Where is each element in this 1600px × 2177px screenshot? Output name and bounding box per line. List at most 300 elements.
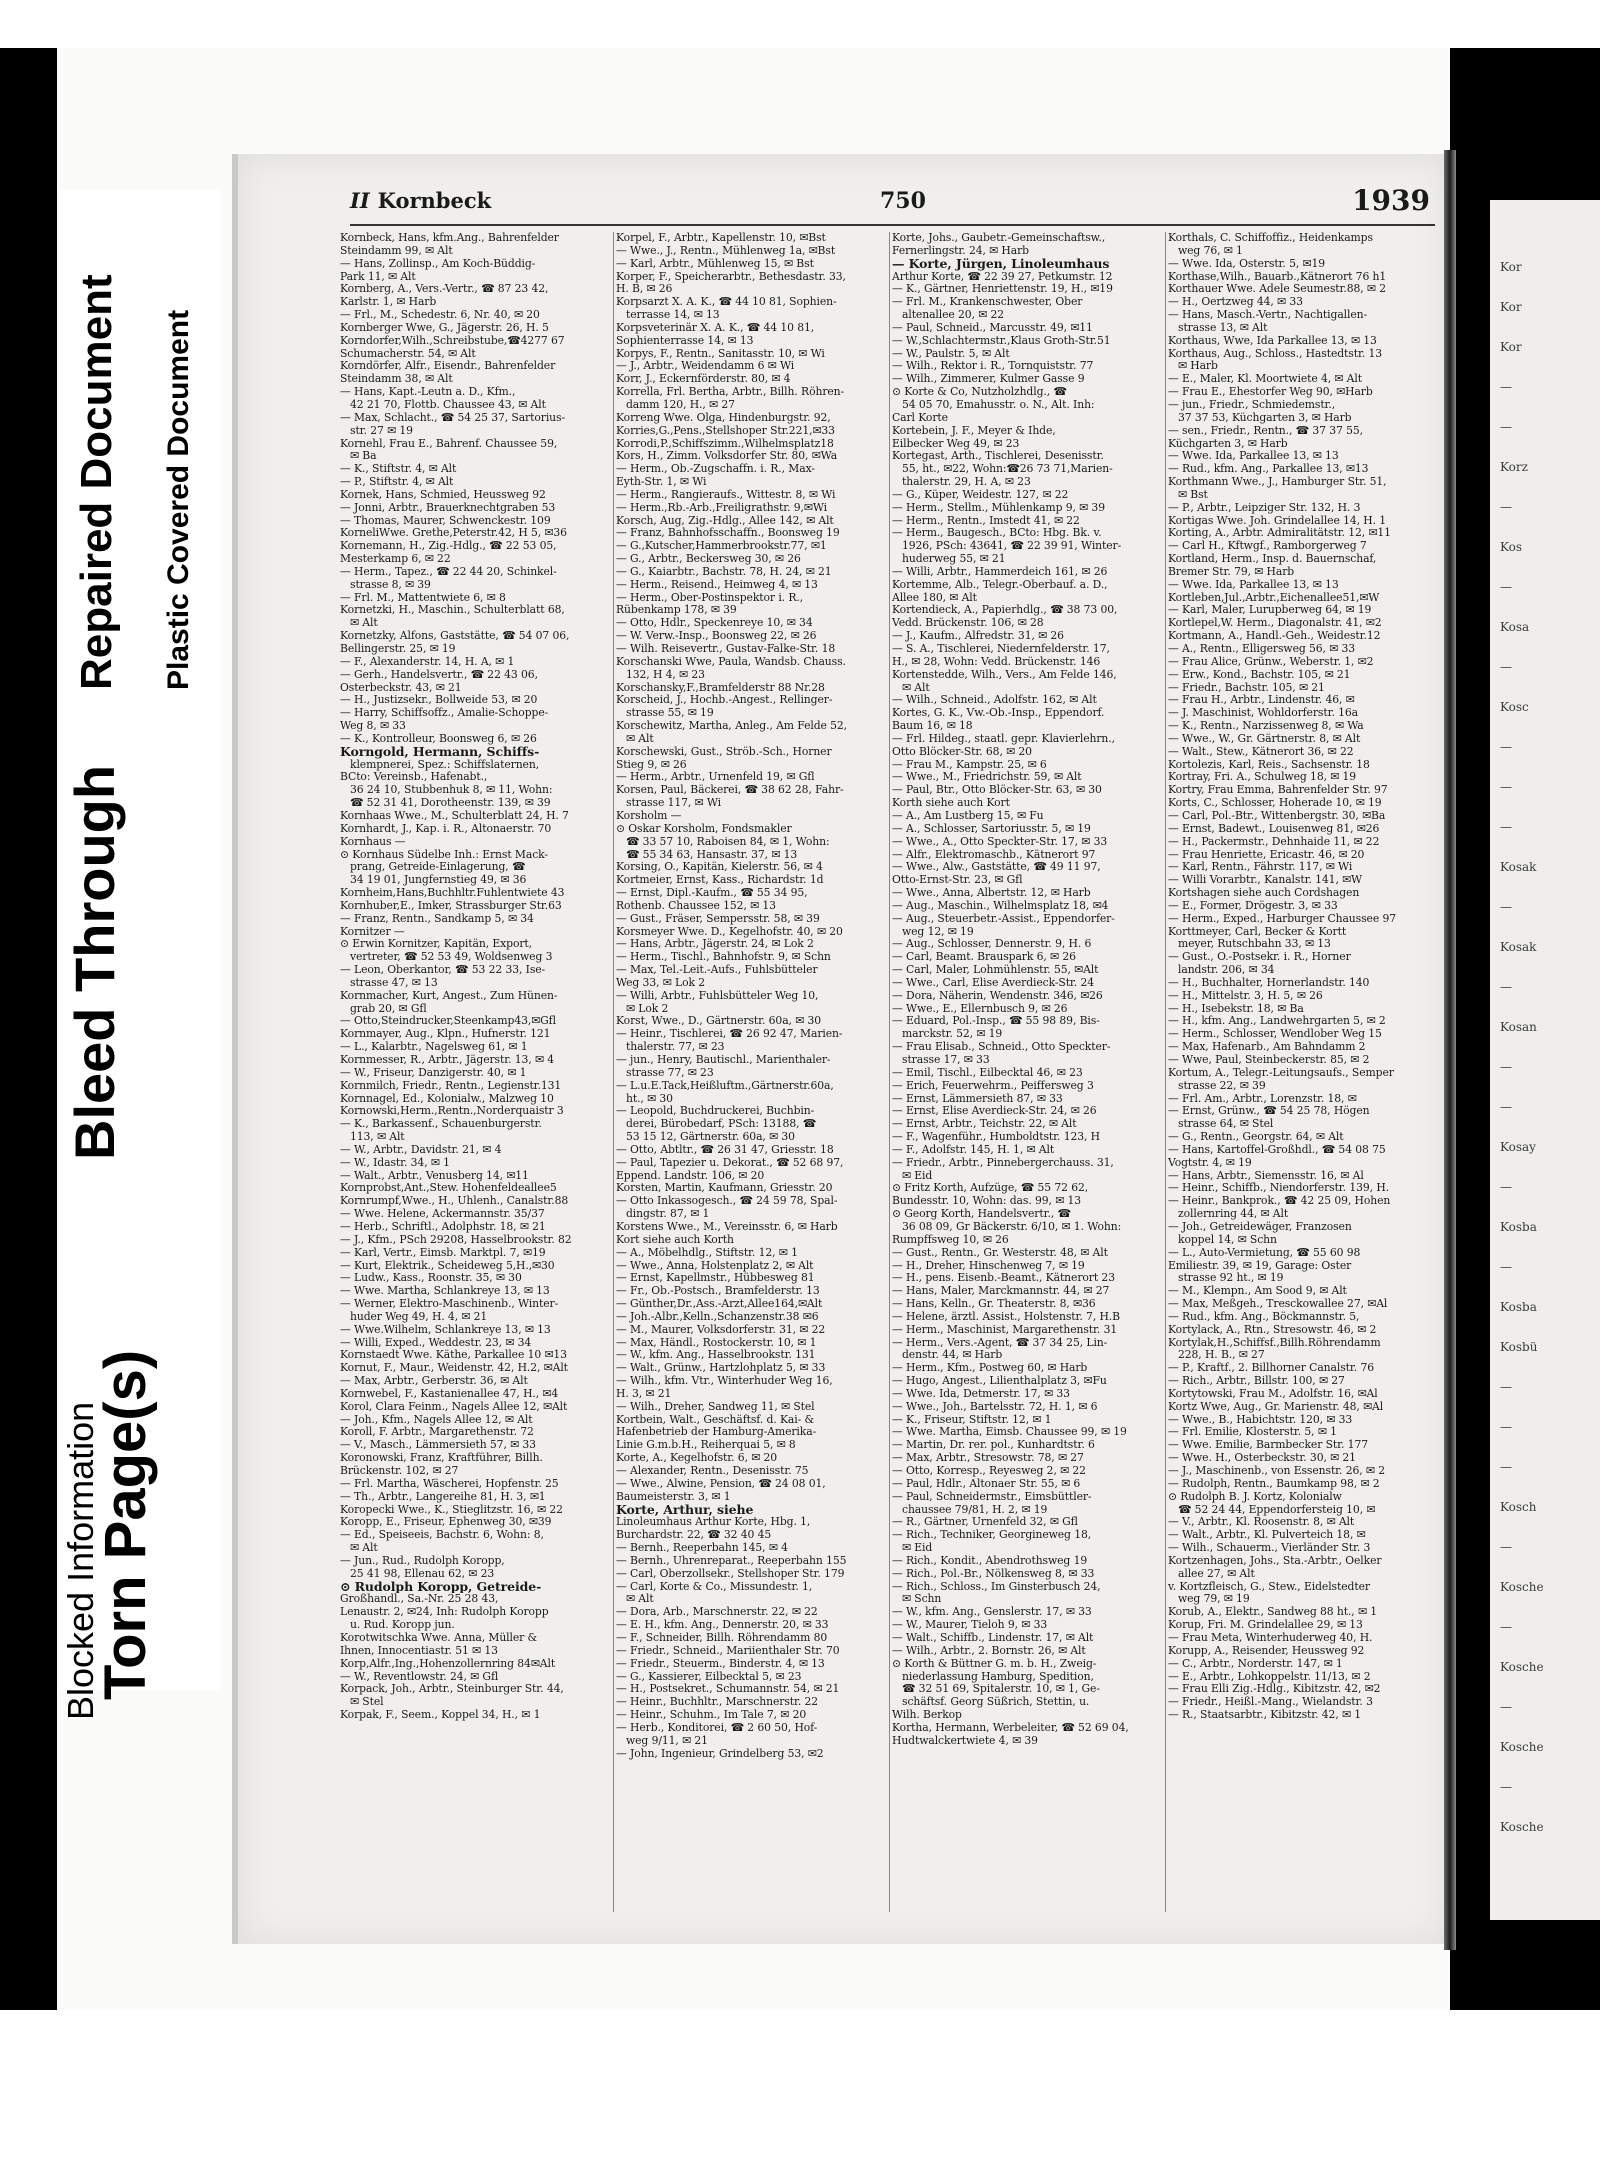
directory-entry-line: Korpak, F., Seem., Koppel 34, H., ✉ 1 — [340, 1709, 541, 1722]
directory-entry-line: — Max, Schlacht., ☎ 54 25 37, Sartorius- — [340, 411, 566, 424]
directory-entry-line: — Leopold, Buchdruckerei, Buchbin- — [616, 1105, 815, 1118]
directory-entry-line: — Kurt, Elektrik., Scheideweg 5,H.,✉30 — [340, 1259, 555, 1272]
directory-entry-line: strasse 92 ht., ✉ 19 — [1178, 1272, 1284, 1285]
directory-entry-line: — Wwe., J., Rentn., Mühlenweg 1a, ✉Bst — [616, 244, 836, 257]
directory-entry-line: — H., Oertzweg 44, ✉ 33 — [1168, 296, 1303, 309]
next-page-line: Kosche — [1500, 1820, 1544, 1834]
directory-entry-line: grab 20, ✉ Gfl — [350, 1002, 427, 1015]
directory-entry-line: — Walt., Schiffb., Lindenstr. 17, ✉ Alt — [892, 1631, 1094, 1644]
directory-entry-line: — Frau Elli Zig.-Hdlg., Kibitzstr. 42, ✉2 — [1168, 1683, 1381, 1696]
directory-entry-line: — Herm.,Rb.-Arb.,Freiligrathstr. 9,✉Wi — [616, 501, 827, 514]
directory-entry-line: Kortigas Wwe. Joh. Grindelallee 14, H. 1 — [1168, 514, 1387, 527]
label-torn-pages: Torn Page(s) — [93, 1349, 158, 1700]
directory-entry-line: — Herm., Schlosser, Wendlober Weg 15 — [1168, 1028, 1382, 1041]
directory-entry-line: Korte, Arthur, siehe — [616, 1503, 754, 1517]
directory-entry-line: — Alfr., Elektromaschb., Kätnerort 97 — [892, 848, 1096, 861]
directory-entry-line: — Ed., Speiseeis, Bachstr. 6, Wohn: 8, — [340, 1529, 544, 1542]
directory-entry-line: ✉ Lok 2 — [626, 1002, 669, 1015]
directory-entry-line: Bremer Str. 79, ✉ Harb — [1168, 565, 1295, 578]
directory-entry-line: — A., Rentn., Elligersweg 56, ✉ 33 — [1168, 643, 1356, 655]
directory-entry-line: Korrella, Frl. Bertha, Arbtr., Billh. Röhren- — [616, 386, 845, 399]
directory-entry-line: Kortland, Herm., Insp. d. Bauernschaf, — [1168, 553, 1377, 566]
directory-entry-line: Hafenbetrieb der Hamburg-Amerika- — [616, 1426, 817, 1439]
directory-entry-line: — Willi Vorarbtr., Kanalstr. 141, ✉W — [1168, 874, 1363, 887]
directory-entry-line: — Hans, Masch.-Vertr., Nachtigallen- — [1168, 309, 1368, 322]
directory-entry-line: — F., Alexanderstr. 14, H. A, ✉ 1 — [340, 655, 515, 668]
directory-entry-line: — Herm., Tapez., ☎ 22 44 20, Schinkel- — [340, 565, 557, 578]
directory-entry-line: — Max, Händl., Rostockerstr. 10, ✉ 1 — [616, 1336, 817, 1349]
directory-entry-line: Kornek, Hans, Schmied, Heussweg 92 — [340, 488, 546, 501]
directory-entry-line: — Gust., O.-Postsekr. i. R., Horner — [1168, 951, 1351, 964]
directory-entry-line: 54 05 70, Emahusstr. o. N., Alt. Inh: — [902, 398, 1095, 411]
directory-entry-line: ✉ Alt — [350, 617, 378, 630]
directory-entry-line: Baum 16, ✉ 18 — [892, 720, 973, 733]
directory-entry-line: — L., Kalarbtr., Nagelsweg 61, ✉ 1 — [340, 1041, 528, 1054]
next-page-line: — — [1500, 1780, 1512, 1794]
next-page-line: Korz — [1500, 460, 1528, 474]
directory-entry-line: — Hans, Maler, Marckmannstr. 44, ✉ 27 — [892, 1285, 1110, 1298]
directory-entry-line: — Friedr., Heißl.-Mang., Wielandstr. 3 — [1168, 1696, 1373, 1709]
directory-entry-line: — Frau Meta, Winterhuderweg 40, H. — [1168, 1631, 1373, 1644]
directory-entry-line: — Ernst, Badewt., Louisenweg 81, ✉26 — [1168, 822, 1380, 835]
directory-entry-line: — John, Ingenieur, Grindelberg 53, ✉2 — [616, 1747, 824, 1760]
directory-entry-line: Kortolezis, Karl, Reis., Sachsenstr. 18 — [1168, 758, 1370, 771]
directory-entry-line: — Heinr., Buchhltr., Marschnerstr. 22 — [616, 1696, 819, 1709]
directory-entry-line: — Hans, Kapt.-Leutn a. D., Kfm., — [340, 386, 516, 399]
directory-entry-line: allee 27, ✉ Alt — [1178, 1567, 1255, 1580]
header-year: 1939 — [1352, 184, 1430, 217]
next-page-line: Kosak — [1500, 860, 1537, 874]
directory-entry-line: — V., Masch., Lämmersieth 57, ✉ 33 — [340, 1439, 536, 1452]
directory-entry-line: — Wwe. Ida, Detmerstr. 17, ✉ 33 — [892, 1387, 1070, 1400]
directory-entry-line: Weg 8, ✉ 33 — [340, 720, 406, 733]
directory-entry-line: Kortegast, Arth., Tischlerei, Desenisstr. — [892, 450, 1104, 463]
directory-entry-line: — Wwe. Ida, Osterstr. 5, ✉19 — [1168, 257, 1326, 270]
directory-entry-line: weg 9/11, ✉ 21 — [626, 1734, 708, 1747]
directory-entry-line: 25 41 98, Ellenau 62, ✉ 23 — [350, 1567, 495, 1580]
directory-entry-line: Kortha, Hermann, Werbeleiter, ☎ 52 69 04, — [892, 1721, 1129, 1734]
directory-entry-line: Korsing, O., Kapitän, Kielerstr. 56, ✉ 4 — [616, 861, 823, 874]
directory-entry-line: thalerstr. 77, ✉ 23 — [626, 1041, 725, 1054]
directory-entry-line: Korndorfer,Wilh.,Schreibstube,☎4277 67 — [340, 334, 565, 347]
directory-entry-line: Kortmeier, Ernst, Kass., Richardstr. 1d — [616, 874, 824, 887]
directory-entry-line: 113, ✉ Alt — [350, 1131, 405, 1144]
next-page-line: — — [1500, 820, 1512, 834]
directory-entry-line: ht., ✉ 30 — [626, 1092, 673, 1105]
directory-entry-line: — Max, Arbtr., Gerberstr. 36, ✉ Alt — [340, 1375, 528, 1388]
directory-entry-line: — E., Arbtr., Lohkoppelstr. 11/13, ✉ 2 — [1168, 1670, 1371, 1683]
next-page-line: Kosan — [1500, 1020, 1537, 1034]
directory-entry-line: — W., Friseur, Danzigerstr. 40, ✉ 1 — [340, 1066, 527, 1079]
directory-entry-line: — Fr., Ob.-Postsch., Bramfelderstr. 13 — [616, 1285, 820, 1298]
directory-entry-line: — Emil, Tischl., Eilbecktal 46, ✉ 23 — [892, 1066, 1083, 1079]
next-page-line: — — [1500, 780, 1512, 794]
directory-entry-line: Kortemme, Alb., Telegr.-Oberbauf. a. D., — [892, 578, 1108, 591]
directory-entry-line: derei, Bürobedarf, PSch: 13188, ☎ — [626, 1118, 817, 1131]
directory-entry-line: Korsten, Martin, Kaufmann, Griesstr. 20 — [616, 1182, 833, 1195]
directory-entry-line: Kornrumpf,Wwe., H., Uhlenh., Canalstr.88 — [340, 1195, 569, 1208]
directory-entry-line: — Hans, Arbtr., Siemensstr. 16, ✉ Al — [1168, 1169, 1364, 1182]
directory-entry-line: — Aug., Schlosser, Dennerstr. 9, H. 6 — [892, 938, 1092, 951]
directory-entry-line: — Hans, Zollinsp., Am Koch-Büddig- — [340, 257, 536, 270]
directory-entry-line: strasse 47, ✉ 13 — [350, 976, 438, 989]
directory-entry-line: Korpys, F., Rentn., Sanitasstr. 10, ✉ Wi — [616, 347, 825, 360]
directory-entry-line: Kortenstedde, Wilh., Vers., Am Felde 146, — [892, 668, 1117, 681]
next-page-line: Kosay — [1500, 1140, 1536, 1154]
directory-entry-line: — C., Arbtr., Norderstr. 147, ✉ 1 — [1168, 1657, 1343, 1670]
directory-entry-line: — Frau Henriette, Ericastr. 46, ✉ 20 — [1168, 848, 1365, 861]
directory-entry-line: — Frau H., Arbtr., Lindenstr. 46, ✉ — [1168, 694, 1355, 707]
directory-entry-line: Korschewski, Gust., Ströb.-Sch., Horner — [616, 745, 832, 758]
directory-entry-line: — J., Maschinenb., von Essenstr. 26, ✉ 2 — [1168, 1465, 1385, 1477]
directory-entry-line: — Wwe. H., Osterbeckstr. 30, ✉ 21 — [1168, 1452, 1356, 1465]
next-page-line: — — [1500, 980, 1512, 994]
directory-entry-line: Wilh. Berkop — [892, 1709, 962, 1722]
directory-entry-line: — Bernh., Reeperbahn 145, ✉ 4 — [616, 1542, 788, 1555]
next-page-line: — — [1500, 1620, 1512, 1634]
directory-entry-line: — Heinr., Schiffb., Niendorferstr. 139, H. — [1168, 1182, 1389, 1195]
directory-entry-line: — Wwe. Helene, Ackermannstr. 35/37 — [340, 1208, 545, 1221]
directory-entry-line: Korts, C., Schlosser, Hoherade 10, ✉ 19 — [1168, 797, 1382, 810]
directory-entry-line: 55, ht., ✉22, Wohn:☎26 73 71,Marien- — [902, 463, 1113, 476]
directory-entry-line: — K., Kontrolleur, Boonsweg 6, ✉ 26 — [340, 732, 537, 745]
directory-entry-line: — Jonni, Arbtr., Brauerknechtgraben 53 — [340, 501, 556, 514]
directory-entry-line: Rübenkamp 178, ✉ 39 — [616, 604, 737, 617]
directory-entry-line: Emiliestr. 39, ✉ 19, Garage: Oster — [1168, 1259, 1352, 1272]
directory-entry-line: Kortmann, A., Handl.-Geh., Weidestr.12 — [1168, 630, 1381, 643]
directory-entry-line: Korthaus, Aug., Schloss., Hastedtstr. 13 — [1168, 347, 1383, 360]
directory-entry-line: thalerstr. 29, H. A, ✉ 23 — [902, 476, 1031, 489]
directory-columns — [338, 232, 1438, 1922]
directory-entry-line: Kornitzer — — [340, 925, 405, 938]
directory-entry-line: Hudtwalckertwiete 4, ✉ 39 — [892, 1734, 1038, 1747]
directory-entry-line: koppel 14, ✉ Schn — [1178, 1233, 1277, 1246]
directory-entry-line: — Rich., Arbtr., Billstr. 100, ✉ 27 — [1168, 1375, 1345, 1388]
directory-entry-line: strasse 64, ✉ Stel — [1178, 1118, 1274, 1131]
directory-entry-line: — Heinr., Bankprok., ☎ 42 25 09, Hohen — [1168, 1195, 1391, 1208]
directory-entry-line: — Dora, Arb., Marschnerstr. 22, ✉ 22 — [616, 1606, 818, 1619]
directory-entry-line: — Korte, Jürgen, Linoleumhaus — [892, 257, 1110, 271]
directory-entry-line: — Ernst, Elise Averdieck-Str. 24, ✉ 26 — [892, 1105, 1097, 1118]
directory-entry-line: — Frau E., Ehestorfer Weg 90, ✉Harb — [1168, 386, 1373, 399]
next-page-line: Kosc — [1500, 700, 1529, 714]
directory-entry-line: Kortebein, J. F., Meyer & Ihde, — [892, 424, 1056, 437]
header-keyword: Kornbeck — [377, 188, 492, 213]
page-header — [350, 182, 1440, 222]
directory-entry-line: — Paul, Schneid., Marcusstr. 49, ✉11 — [892, 321, 1093, 334]
directory-entry-line: — Wilh., Schauerm., Vierländer Str. 3 — [1168, 1542, 1371, 1555]
header-left — [350, 188, 491, 213]
directory-entry-line: — Frl. Hildeg., staatl. gepr. Klavierlehrn., — [892, 732, 1115, 745]
next-page-line: — — [1500, 900, 1512, 914]
directory-entry-line: dingstr. 87, ✉ 1 — [626, 1208, 710, 1221]
next-page-line: Kosbü — [1500, 1340, 1538, 1354]
directory-entry-line: — Wwe, Paul, Steinbeckerstr. 85, ✉ 2 — [1168, 1054, 1370, 1066]
directory-entry-line: — Carl, Beamt. Brauspark 6, ✉ 26 — [892, 951, 1076, 964]
directory-entry-line: ⊙ Fritz Korth, Aufzüge, ☎ 55 72 62, — [892, 1182, 1089, 1195]
next-page-line: Kosak — [1500, 940, 1537, 954]
directory-entry-line: Korpel, F., Arbtr., Kapellenstr. 10, ✉Bst — [616, 232, 826, 244]
next-page-line: — — [1500, 380, 1512, 394]
directory-entry-line: — W., Idastr. 34, ✉ 1 — [340, 1156, 450, 1169]
directory-entry-line: weg 12, ✉ 19 — [902, 925, 974, 938]
directory-entry-line: — Leon, Oberkantor, ☎ 53 22 33, Ise- — [340, 964, 546, 977]
directory-entry-line: — Paul, Hdlr., Altonaer Str. 55, ✉ 6 — [892, 1477, 1081, 1490]
next-page-line: Kosba — [1500, 1300, 1537, 1314]
directory-entry-line: Koropecki Wwe., K., Stieglitzstr. 16, ✉ 22 — [340, 1503, 563, 1516]
directory-entry-line: Brückenstr. 102, ✉ 27 — [340, 1465, 459, 1477]
directory-entry-line: — M., Klempn., Am Sood 9, ✉ Alt — [1168, 1285, 1347, 1298]
directory-entry-line: strasse 8, ✉ 39 — [350, 578, 431, 591]
directory-entry-line: — Heinr., Tischlerei, ☎ 26 92 47, Marien- — [616, 1028, 843, 1041]
directory-entry-line: — Otto,Steindrucker,Steenkamp43,✉Gfl — [340, 1015, 556, 1028]
directory-entry-line: — W.,Schlachtermstr.,Klaus Groth-Str.51 — [892, 334, 1111, 347]
directory-entry-line: — Herm., Rentn., Imstedt 41, ✉ 22 — [892, 514, 1080, 527]
directory-entry-line: — Wilh., Zimmerer, Kulmer Gasse 9 — [892, 373, 1085, 386]
directory-entry-line: Lenaustr. 2, ✉24, Inh: Rudolph Koropp — [340, 1606, 549, 1619]
next-page-line: — — [1500, 1180, 1512, 1194]
directory-entry-line: — jun., Friedr., Schmiedemstr., — [1168, 398, 1336, 411]
directory-entry-line: ✉ Alt — [350, 1542, 378, 1555]
directory-entry-line: Korsholm — — [616, 809, 682, 822]
directory-entry-line: — Rud., kfm. Ang., Parkallee 13, ✉13 — [1168, 463, 1369, 476]
header-rule — [350, 224, 1435, 226]
directory-entry-line: — Otto, Hdlr., Speckenreye 10, ✉ 34 — [616, 617, 813, 630]
directory-entry-line: — Herm., Exped., Harburger Chaussee 97 — [1168, 912, 1396, 925]
directory-entry-line: Bundesstr. 10, Wohn: das. 99, ✉ 13 — [892, 1195, 1082, 1208]
directory-entry-line: Kornhaus — — [340, 835, 406, 848]
column-divider — [889, 232, 890, 1912]
directory-entry-line: strasse 22, ✉ 39 — [1178, 1079, 1266, 1092]
directory-entry-line: — Eduard, Pol.-Insp., ☎ 55 98 89, Bis- — [892, 1015, 1100, 1028]
directory-entry-line: — Carl, Pol.-Btr., Wittenbergstr. 30, ✉Ba — [1168, 809, 1386, 822]
directory-entry-line: huder Weg 49, H. 4, ✉ 21 — [350, 1310, 488, 1323]
directory-entry-line: klempnerei, Spez.: Schiffslaternen, — [350, 758, 540, 771]
directory-entry-line: Kortray, Fri. A., Schulweg 18, ✉ 19 — [1168, 771, 1357, 784]
directory-entry-line: — Th., Arbtr., Langereihe 81, H. 3, ✉1 — [340, 1490, 546, 1503]
directory-entry-line: — K., Friseur, Stiftstr. 12, ✉ 1 — [892, 1413, 1052, 1426]
directory-entry-line: — G., Küper, Weidestr. 127, ✉ 22 — [892, 488, 1069, 501]
directory-entry-line: — Erich, Feuerwehrm., Peiffersweg 3 — [892, 1079, 1094, 1092]
directory-entry-line: — Carl H., Kftwgf., Ramborgerweg 7 — [1168, 540, 1367, 553]
next-page-line: — — [1500, 1100, 1512, 1114]
directory-entry-line: Burchardstr. 22, ☎ 32 40 45 — [616, 1529, 772, 1542]
directory-entry-line: — Aug., Maschin., Wilhelmsplatz 18, ✉4 — [892, 899, 1109, 912]
directory-entry-line: ⊙ Georg Korth, Handelsvertr., ☎ — [892, 1208, 1071, 1221]
directory-entry-line: — Carl, Oberzollsekr., Stellshoper Str. 179 — [616, 1567, 845, 1580]
directory-entry-line: — Ernst, Arbtr., Teichstr. 22, ✉ Alt — [892, 1118, 1077, 1131]
directory-entry-line: — Wwe., M., Friedrichstr. 59, ✉ Alt — [892, 771, 1082, 784]
directory-entry-line: — Harry, Schiffsoffz., Amalie-Schoppe- — [340, 707, 549, 720]
next-page-line: Kor — [1500, 340, 1522, 354]
directory-entry-line: Korthase,Wilh., Bauarb.,Kätnerort 76 h1 — [1168, 270, 1387, 283]
directory-entry-line: — Wwe., W., Gr. Gärtnerstr. 8, ✉ Alt — [1168, 732, 1361, 745]
next-page-line: — — [1500, 1420, 1512, 1434]
directory-entry-line: Korotwitschka Wwe. Anna, Müller & — [340, 1631, 538, 1644]
directory-entry-line: — H., Buchhalter, Hornerlandstr. 140 — [1168, 976, 1370, 989]
directory-entry-line: — Frl. Martha, Wäscherei, Hopfenstr. 25 — [340, 1477, 559, 1490]
directory-entry-line: — L.u.E.Tack,Heißluftm.,Gärtnerstr.60a, — [616, 1079, 834, 1092]
directory-entry-line: Korup, Fri. M. Grindelallee 29, ✉ 13 — [1168, 1619, 1363, 1632]
directory-entry-line: — Hans, Arbtr., Jägerstr. 24, ✉ Lok 2 — [616, 938, 814, 951]
directory-entry-line: — V., Arbtr., Kl. Roosenstr. 8, ✉ Alt — [1168, 1516, 1355, 1529]
directory-entry-line: — Herm., Baugesch., BCto: Hbg. Bk. v. — [892, 527, 1102, 540]
directory-entry-line: — Herm., Ob.-Zugschaffn. i. R., Max- — [616, 463, 815, 476]
directory-entry-line: — Otto, Korresp., Reyesweg 2, ✉ 22 — [892, 1465, 1086, 1477]
directory-entry-line: Osterbeckstr. 43, ✉ 21 — [340, 681, 462, 694]
directory-entry-line: Kortendieck, A., Papierhdlg., ☎ 38 73 00, — [892, 604, 1118, 617]
directory-entry-line: huderweg 55, ✉ 21 — [902, 553, 1006, 566]
directory-entry-line: ☎ 52 24 44, Eppendorfersteig 10, ✉ — [1178, 1503, 1376, 1516]
directory-entry-line: — Rudolph, Rentn., Baumkamp 98, ✉ 2 — [1168, 1477, 1380, 1490]
directory-entry-line: Kortum, A., Telegr.-Leitungsaufs., Semper — [1168, 1066, 1394, 1079]
directory-entry-line: Korngold, Hermann, Schiffs- — [340, 745, 540, 759]
directory-entry-line: — Paul, Schneidermstr., Eimsbüttler- — [892, 1490, 1092, 1503]
next-page-line: — — [1500, 1460, 1512, 1474]
directory-entry-line: — Franz, Rentn., Sandkamp 5, ✉ 34 — [340, 912, 534, 925]
directory-entry-line: Korttmeyer, Carl, Becker & Kortt — [1168, 925, 1347, 938]
directory-entry-line: Bellingerstr. 25, ✉ 19 — [340, 643, 456, 655]
directory-entry-line: Kortz Wwe, Aug., Gr. Marienstr. 48, ✉Al — [1168, 1400, 1384, 1413]
directory-entry-line: — Friedr., Bachstr. 105, ✉ 21 — [1168, 681, 1325, 694]
directory-entry-line: — Friedr., Arbtr., Pinnebergerchauss. 31, — [892, 1156, 1114, 1169]
directory-entry-line: ✉ Eid — [902, 1169, 933, 1182]
directory-entry-line: Korndörfer, Alfr., Eisendr., Bahrenfelder — [340, 360, 556, 373]
directory-entry-line: Kornhaas Wwe., M., Schulterblatt 24, H. 7 — [340, 809, 569, 822]
directory-entry-line: Kortleben,Jul.,Arbtr.,Eichenallee51,✉W — [1168, 591, 1380, 604]
directory-entry-line: Kortlepel,W. Herm., Diagonalstr. 41, ✉2 — [1168, 617, 1382, 630]
directory-entry-line: Mesterkamp 6, ✉ 22 — [340, 553, 451, 566]
directory-entry-line: Kornowski,Herm.,Rentn.,Norderquaistr 3 — [340, 1105, 564, 1118]
directory-entry-line: u. Rud. Koropp jun. — [350, 1619, 455, 1632]
directory-entry-line: — Herb., Konditorei, ☎ 2 60 50, Hof- — [616, 1721, 818, 1734]
directory-entry-line: Korstens Wwe., M., Vereinsstr. 6, ✉ Harb — [616, 1220, 838, 1233]
directory-entry-line: — Frl. Emilie, Klosterstr. 5, ✉ 1 — [1168, 1426, 1337, 1439]
directory-entry-line: — Otto Inkassogesch., ☎ 24 59 78, Spal- — [616, 1195, 838, 1208]
directory-entry-line: — A., Am Lustberg 15, ✉ Fu — [892, 809, 1044, 822]
label-blocked-information: Blocked Information — [60, 1401, 101, 1720]
directory-entry-line: — Rich., Schloss., Im Ginsterbusch 24, — [892, 1580, 1101, 1593]
directory-entry-line: — Wwe. Emilie, Barmbecker Str. 177 — [1168, 1439, 1368, 1452]
directory-entry-line: Korol, Clara Feinm., Nagels Allee 12, ✉Alt — [340, 1400, 568, 1413]
directory-entry-line: — Carl, Maler, Lohmühlenstr. 55, ✉Alt — [892, 964, 1099, 977]
directory-entry-line: ☎ 32 51 69, Spitalerstr. 10, ✉ 1, Ge- — [902, 1683, 1100, 1696]
directory-entry-line: Otto-Ernst-Str. 23, ✉ Gfl — [892, 874, 1023, 887]
directory-entry-line: — Dora, Näherin, Wendenstr. 346, ✉26 — [892, 989, 1103, 1002]
directory-entry-line: — Franz, Bahnhofsschaffn., Boonsweg 19 — [616, 527, 840, 540]
directory-entry-line: Kornmayer, Aug., Klpn., Hufnerstr. 121 — [340, 1028, 551, 1041]
directory-entry-line: ⊙ Rudolph Koropp, Getreide- — [340, 1580, 542, 1594]
column-divider — [1165, 232, 1166, 1912]
directory-entry-line: — F., Wagenführ., Humboldtstr. 123, H — [892, 1131, 1100, 1144]
directory-entry-line: Vedd. Brückenstr. 106, ✉ 28 — [892, 617, 1044, 630]
directory-entry-line: Korp,Alfr.,Ing.,Hohenzollernring 84✉Alt — [340, 1657, 556, 1670]
next-page-line: Kosche — [1500, 1580, 1544, 1594]
directory-entry-line: — Wwe., B., Habichtstr. 120, ✉ 33 — [1168, 1413, 1353, 1426]
next-page-line: — — [1500, 500, 1512, 514]
next-page-line: Kos — [1500, 540, 1523, 554]
directory-entry-line: vertreter, ☎ 52 53 49, Woldsenweg 3 — [350, 951, 553, 964]
directory-entry-line: — Walt., Arbtr., Kl. Pulverteich 18, ✉ — [1168, 1529, 1366, 1542]
directory-entry-line: Korscheid, J., Hochb.-Angest., Rellinger- — [616, 694, 833, 707]
directory-entry-line: — Max, Tel.-Leit.-Aufs., Fuhlsbütteler — [616, 964, 818, 977]
directory-entry-line: H., ✉ 28, Wohn: Vedd. Brückenstr. 146 — [892, 655, 1101, 668]
directory-entry-line: — Walt., Stew., Kätnerort 36, ✉ 22 — [1168, 745, 1354, 758]
directory-entry-line: landstr. 206, ✉ 34 — [1178, 964, 1275, 977]
directory-entry-line: — Joh., Kfm., Nagels Allee 12, ✉ Alt — [340, 1413, 533, 1426]
next-page-line: — — [1500, 420, 1512, 434]
directory-entry-line: — R., Gärtner, Urnenfeld 32, ✉ Gfl — [892, 1516, 1078, 1529]
header-section: II — [350, 188, 370, 213]
directory-entry-line: — sen., Friedr., Rentn., ☎ 37 37 55, — [1168, 424, 1363, 437]
directory-entry-line: — Herm., Rangieraufs., Wittestr. 8, ✉ Wi — [616, 488, 836, 501]
directory-entry-line: Otto Blöcker-Str. 68, ✉ 20 — [892, 745, 1032, 758]
directory-entry-line: Rothenb. Chaussee 152, ✉ 13 — [616, 899, 776, 912]
directory-entry-line: — E., Maler, Kl. Moortwiete 4, ✉ Alt — [1168, 373, 1362, 386]
directory-entry-line: ☎ 33 57 10, Raboisen 84, ✉ 1, Wohn: — [626, 835, 830, 848]
directory-entry-line: Kortbein, Walt., Geschäftsf. d. Kai- & — [616, 1413, 814, 1426]
directory-entry-line: Rumpffsweg 10, ✉ 26 — [892, 1233, 1009, 1246]
directory-entry-line: strasse 55, ✉ 19 — [626, 707, 714, 720]
directory-entry-line: Allee 180, ✉ Alt — [892, 591, 977, 604]
directory-entry-line: — Rich., Techniker, Georgineweg 18, — [892, 1529, 1092, 1542]
directory-entry-line: niederlassung Hamburg, Spedition, — [902, 1670, 1094, 1683]
directory-entry-line: — Joh., Getreidewäger, Franzosen — [1168, 1220, 1352, 1233]
directory-entry-line: Kornmesser, R., Arbtr., Jägerstr. 13, ✉ 4 — [340, 1054, 555, 1066]
directory-entry-line: KorneliWwe. Grethe,Peterstr.42, H 5, ✉36 — [340, 527, 567, 540]
directory-entry-line: ✉ Ba — [350, 450, 377, 463]
directory-entry-line: Großhandl., Sa.-Nr. 25 28 43, — [340, 1593, 499, 1606]
directory-entry-line: — Willi, Arbtr., Fuhlsbütteler Weg 10, — [616, 989, 819, 1002]
column-1 — [340, 232, 610, 1922]
directory-entry-line: Korthauer Wwe. Adele Seumestr.88, ✉ 2 — [1168, 283, 1386, 296]
directory-entry-line: — Ludw., Kass., Roonstr. 35, ✉ 30 — [340, 1272, 522, 1285]
directory-entry-line: Kortry, Frau Emma, Bahrenfelder Str. 97 — [1168, 784, 1388, 797]
directory-entry-line: 36 08 09, Gr Bäckerstr. 6/10, ✉ 1. Wohn: — [902, 1220, 1122, 1233]
directory-entry-line: — G., Arbtr., Beckersweg 30, ✉ 26 — [616, 553, 801, 566]
directory-entry-line: — R., Staatsarbtr., Kibitzstr. 42, ✉ 1 — [1168, 1709, 1362, 1722]
directory-entry-line: Park 11, ✉ Alt — [340, 270, 416, 283]
directory-entry-line: str. 27 ✉ 19 — [350, 424, 413, 437]
directory-entry-line: Linie G.m.b.H., Reiherquai 5, ✉ 8 — [616, 1439, 796, 1452]
directory-entry-line: — Alexander, Rentn., Desenisstr. 75 — [616, 1465, 809, 1477]
directory-entry-line: — Gust., Rentn., Gr. Westerstr. 48, ✉ Alt — [892, 1246, 1108, 1259]
directory-entry-line: — J., Kaufm., Alfredstr. 31, ✉ 26 — [892, 630, 1064, 643]
next-page-line: Kosch — [1500, 1500, 1537, 1514]
directory-entry-line: — Hans, Kartoffel-Großhdl., ☎ 54 08 75 — [1168, 1143, 1386, 1156]
header-page-number: 750 — [880, 188, 926, 214]
directory-entry-line: — F., Adolfstr. 145, H. 1, ✉ Alt — [892, 1143, 1055, 1156]
directory-entry-line: — W., kfm. Ang., Genslerstr. 17, ✉ 33 — [892, 1606, 1092, 1619]
directory-entry-line: — Max, Meßgeh., Tresckowallee 27, ✉Al — [1168, 1298, 1388, 1311]
directory-entry-line: — Wwe., Alw., Gaststätte, ☎ 49 11 97, — [892, 861, 1101, 874]
directory-entry-line: Weg 33, ✉ Lok 2 — [616, 976, 706, 989]
directory-entry-line: — Wwe. Martha, Eimsb. Chaussee 99, ✉ 19 — [892, 1426, 1127, 1439]
directory-entry-line: Korpack, Joh., Arbtr., Steinburger Str. 44, — [340, 1683, 564, 1696]
directory-entry-line: Fernerlingstr. 24, ✉ Harb — [892, 244, 1029, 257]
directory-entry-line: weg 79, ✉ 19 — [1178, 1593, 1250, 1606]
directory-entry-line: — Rich., Kondit., Abendrothsweg 19 — [892, 1554, 1088, 1567]
directory-entry-line: Kortylack, A., Rtn., Stresowstr. 46, ✉ 2 — [1168, 1323, 1377, 1336]
directory-entry-line: Kornhuber,E., Imker, Strassburger Str.63 — [340, 899, 562, 912]
directory-entry-line: Koropp, E., Friseur, Ephenweg 30, ✉39 — [340, 1516, 552, 1529]
directory-entry-line: — Wwe., Anna, Albertstr. 12, ✉ Harb — [892, 887, 1091, 900]
directory-entry-line: Kornmacher, Kurt, Angest., Zum Hünen- — [340, 989, 558, 1002]
directory-entry-line: damm 120, H., ✉ 27 — [626, 398, 735, 411]
directory-entry-line: Linoleumhaus Arthur Korte, Hbg. 1, — [616, 1516, 811, 1529]
directory-entry-line: — K., Barkassenf., Schauenburgerstr. — [340, 1118, 542, 1131]
directory-entry-line: — Jun., Rud., Rudolph Koropp, — [340, 1554, 505, 1567]
